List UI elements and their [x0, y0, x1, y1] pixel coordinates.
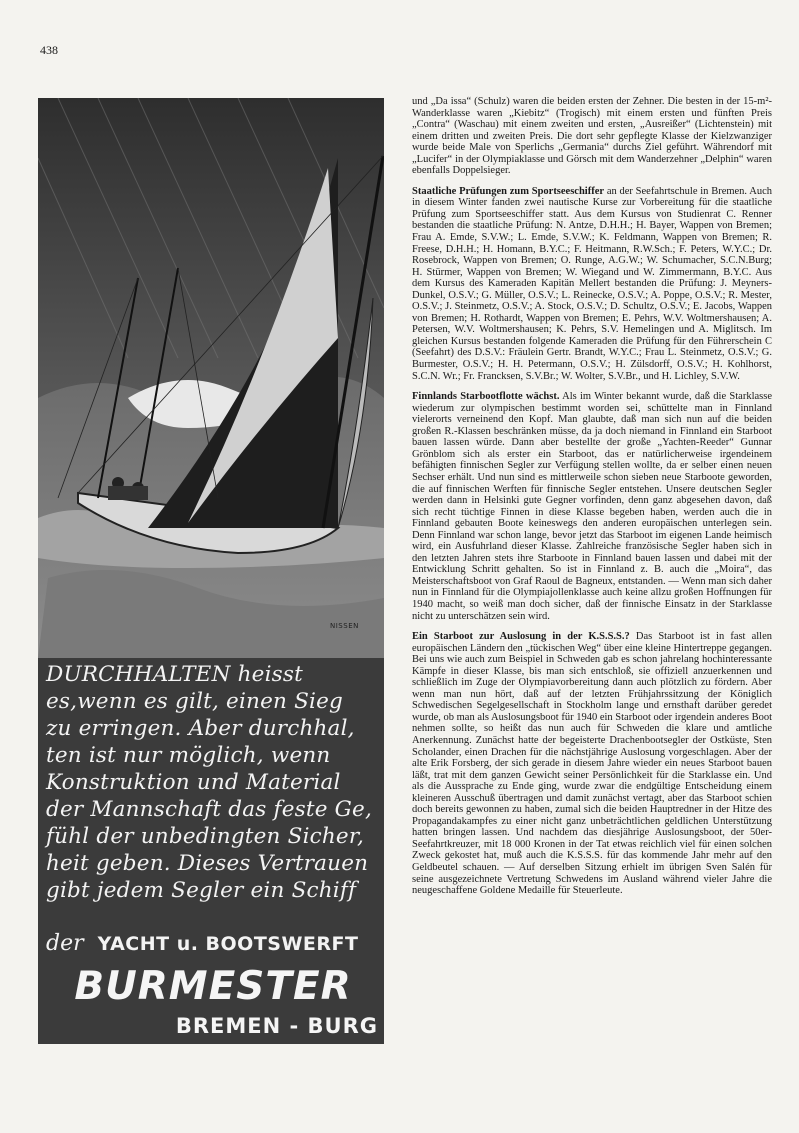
- slogan-line: DURCHHALTEN heisst: [46, 662, 303, 687]
- ad-der: der: [46, 931, 84, 956]
- article-paragraph: [412, 631, 772, 897]
- ad-yard-name: YACHT u. BOOTSWERFT: [97, 933, 359, 955]
- section-body: an der Seefahrtschule in Bremen. Auch in diesem Winter fanden zwei nautische Kurse zur Vorbereitung für die staatliche Prüfung zum Sportseeschiffer statt. Aus dem Kursus von Studienrat C. Renner bestanden die staatliche Prüfung: N. Antze, D.H.H.; H. Bayer, Wappen von Bremen; Frau A. Emde, S.V.W.; L. Emde, S.V.W.; K. Feldmann, Wappen von Bremen; R. Freese, D.H.H.; H. Homann, B.Y.C.; F. Heitmann, R.W.Sch.; F. Peters, W.Y.C.; Dr. Rosebrock, Wappen von Bremen; O. Runge, A.G.W.; W. Schumacher, S.C.N.Burg; H. Stürmer, Wappen von Bremen; W. Wiegand und W. Zimmermann, B.Y.C. Aus dem Kursus des Kameraden Kapitän Mellert bestanden die Prüfung: J. Meyners-Dunkel, O.S.V.; G. Müller, O.S.V.; L. Reinecke, O.S.V.; A. Poppe, O.S.V.; R. Mester, O.S.V.; J. Steinmetz, O.S.V.; A. Stock, O.S.V.; D. Schultz, O.S.V.; E. Jacobs, Wappen von Bremen; H. Rothardt, Wappen von Bremen; E. Pehrs, W.V. Woltmershausen; A. Petersen, W.V. Woltmershausen; K. Pehrs, S.V. Hemelingen und A. Miglitsch. Im gleichen Kursus bestanden folgende Kameraden die Prüfung für den Führerschein C (Seefahrt) des D.S.V.: Fräulein Gertr. Brandt, W.Y.C.; Frau L. Steinmetz, O.S.V.; G. Burmester, O.S.V.; H. H. Petermann, O.S.V.; H. Zülsdorff, O.S.V.; H. Kohlhorst, S.C.N. Wr.; Fr. Francksen, S.V.Br.; W. Wolter, S.V.Br., und H. Lichley, S.V.W.: [412, 185, 772, 382]
- section-heading: Finnlands Starbootflotte wächst.: [412, 391, 560, 403]
- ad-slogan: [46, 661, 384, 904]
- ad-yard-line: [46, 931, 384, 956]
- slogan-line: der Mannschaft das feste Ge,: [46, 797, 372, 822]
- section-heading: Staatliche Prüfungen zum Sportseeschiffer: [412, 185, 605, 197]
- page-number: 438: [40, 43, 58, 57]
- ad-brand: BURMESTER: [74, 964, 352, 1009]
- section-body: Das Starboot ist in fast allen europäischen Ländern den „tückischen Weg“ über eine kleine Hintertreppe gegangen. Bei uns wie auch zum Beispiel in Schweden gab es schon jahrelang hochinteressante Kämpfe in dieser Klasse, bis man sich entschloß, sie offiziell anzuerkennen und schließlich im Zuge der Olympiavorbereitung dann auch plötzlich zu fördern. Aber wenn man nun hört, daß auf der letzten Frühjahrssitzung der Königlich Schwedischen Segelgesellschaft in Stockholm lange und ernsthaft darüber geredet wurde, ob man als Auslosungsboot für 1940 ein Starboot oder irgendein anderes Boot nehmen sollte, so heißt das nun auch für Schweden die klare und amtliche Anerkennung. Zunächst hatte der begeisterte Drachenbootsegler der Ostküste, Sten Scholander, einen Drachen für die nächstjährige Auslosung vorgeschlagen. Aber der alte Erik Forsberg, der sich gerade in diesem Jahre wieder ein neues Starboot bauen läßt, trat mit dem ganzen Gewicht seiner Persönlichkeit für die Starklasse ein. Und als die Aussprache zu Ende ging, wurde zwar die endgültige Entscheidung einem kleineren Ausschuß übertragen und damit zunächst vertagt, aber das Starboot schien doch bereits gewonnen zu haben, zumal sich die beiden Hauptredner in der Hitze des Propagandakampfes zu einer nicht ganz unbeträchtlichen geldlichen Unterstützung hatten bringen lassen. Und nachdem das diesjährige Auslosungsboot, der 50er-Seefahrtkreuzer, mit 18 000 Kronen in der Tat etwas reichlich viel für einen solchen Zweck gekostet hat, muß auch die K.S.S.S. für das kommende Jahr mehr auf den Geldbeutel schauen. — Auf derselben Sitzung erhielt im übrigen Sven Salén für seine ausgezeichnete Vertretung Schwedens im Ausland während vieler Jahre die neugeschaffene Goldene Medaille für Steuerleute.: [412, 631, 772, 897]
- slogan-line: fühl der unbedingten Sicher,: [46, 824, 365, 849]
- slogan-line: Konstruktion und Material: [46, 770, 341, 795]
- artist-signature: NISSEN: [330, 622, 359, 630]
- ad-city: BREMEN - BURG: [175, 1014, 378, 1038]
- article-paragraph: [412, 186, 772, 382]
- sailboat-illustration: [38, 98, 384, 658]
- article-paragraph: und „Da issa“ (Schulz) waren die beiden ersten der Zehner. Die besten in der 15-m²-Wanderklasse waren „Kiebitz“ (Trogisch) mit einem ersten und fünften Preis „Contra“ (Waschau) mit einem zweiten und ersten, „Ausreißer“ (Lichtenstein) mit einem dritten und zweiten Preis. Die dort sehr gepflegte Klasse der Kielzwanziger wurde beide Male von Sperlichs „Germania“ durchs Ziel geführt. Währendorf mit „Lucifer“ in der Olympiaklasse und Görsch mit dem Wanderzehner „Delphin“ waren ebenfalls Doppelsieger.: [412, 96, 772, 177]
- slogan-line: heit geben. Dieses Vertrauen: [46, 851, 369, 876]
- burmester-advertisement: [38, 98, 384, 1044]
- section-heading: Ein Starboot zur Auslosung in der K.S.S.S.?: [412, 631, 630, 643]
- slogan-line: gibt jedem Segler ein Schiff: [46, 878, 357, 903]
- section-body: Als im Winter bekannt wurde, daß die Starklasse wiederum zur olympischen bestimmt worden sei, schüttelte man in Finnland vielerorts verneinend den Kopf. Man glaubte, daß man sich nun auf die beiden großen R.-Klassen beschränken müsse, da ja doch niemand in Finnland ein Starboot bauen lassen würde. Dann aber bestellte der große „Yachten-Reeder“ Gunnar Grönblom sich als erster ein Starboot, das er natürlicherweise irgendeinem befähigten finnischen Segler zur Verfügung stellen wollte, da er selber einen neuen Sechser erhält. Und nun sind es mittlerweile schon sieben neue Starboote geworden, die auf finnischen Werften für finnische Segler entstehen. Unsere deutschen Segler werden dann in Helsinki gute Gegner vorfinden, denn ganz abgesehen davon, daß sich recht tüchtige Finnen in diese Klasse begeben haben, werden auch die in Finnland gebauten Boote keineswegs den anderen europäischen unterlegen sein. Denn Finnland war schon lange, bevor jetzt das Starboot im eigenen Lande heimisch wird, ein Ausfuhrland dieser Klasse. Zahlreiche französische Segler haben sich in den letzten Jahren stets ihre Starboote in Finnland bauen lassen und dabei mit der Entwicklung Schritt gehalten. So ist in Finnland z. B. auch die „Moira“, das Meisterschaftsboot von Graf Raoul de Bagneux, entstanden. — Wenn man sich daher nun in Finnland für die Olympiajollenklasse auch keine allzu großen Hoffnungen für 1940 macht, so weiß man doch sicher, daß der finnische Einsatz in der Starklasse nicht zu unterschätzen sein wird.: [412, 391, 772, 622]
- article-column: [412, 96, 772, 906]
- article-paragraph: [412, 391, 772, 622]
- slogan-line: ten ist nur möglich, wenn: [46, 743, 331, 768]
- slogan-line: zu erringen. Aber durchhal,: [46, 716, 355, 741]
- slogan-line: es,wenn es gilt, einen Sieg: [46, 689, 344, 714]
